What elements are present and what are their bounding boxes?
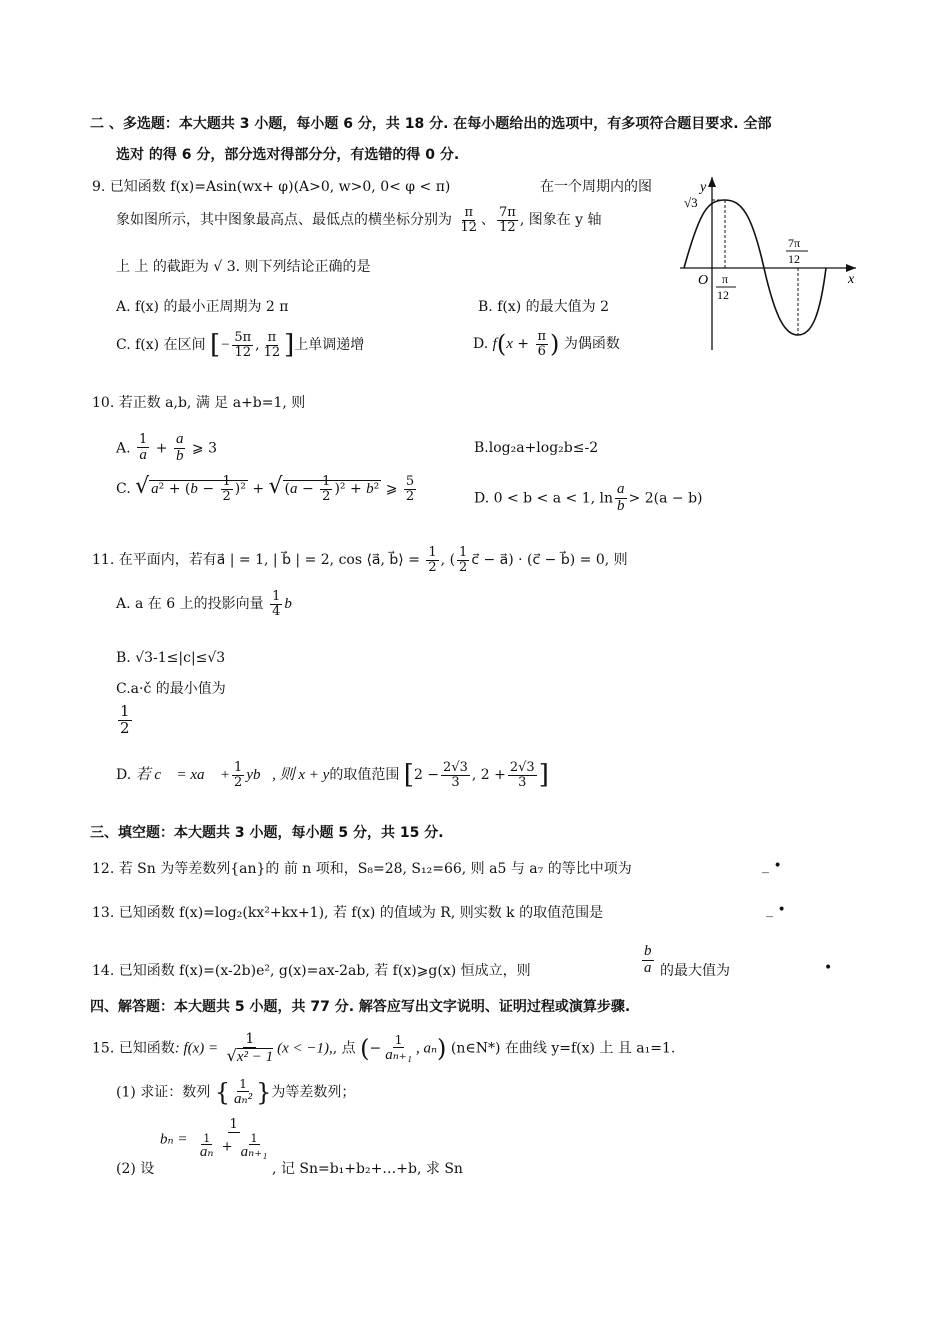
q9-option-c-frac2: $\frac{\pi}{12}$ — [263, 329, 281, 360]
q10-option-c-label: C. — [116, 481, 131, 497]
q10-option-d: D. 0 < b < a < 1, ln $\frac{a}{b}$ > 2(a − b) — [474, 481, 703, 514]
q13-blank: _ • — [766, 902, 786, 918]
q9-stem-line1-tail: 在一个周期内的图 — [540, 179, 652, 195]
q9-sep: 、 — [481, 212, 495, 229]
q9-option-d-tail: 为偶函数 — [563, 336, 620, 353]
section4-header: 四、解答题：本大题共 5 小题，共 77 分. 解答应写出文字说明、证明过程或演算步骤. — [90, 999, 631, 1015]
q9-option-c-tail: 上单调递增 — [294, 337, 365, 353]
q9-option-c-text: C. f(x) 在区间 — [116, 337, 206, 353]
q11-option-c: C.a·č 的最小值为 — [116, 681, 226, 697]
q10-option-a: A. $\frac{1}{a}$ + $\frac{a}{b}$ ⩾ 3 — [116, 431, 217, 464]
q12-blank: _ • — [762, 858, 782, 874]
q9-stem-line3: 上 上 的截距为 √ 3. 则下列结论正确的是 — [116, 259, 371, 275]
graph-xt1-num: π — [722, 272, 729, 286]
q10-option-d-label: D. 0 < b < a < 1, ln — [474, 490, 614, 507]
q15-part2-label: (2) 设 — [116, 1161, 155, 1177]
section3-header: 三、填空题：本大题共 3 小题，每小题 5 分，共 15 分. — [90, 825, 444, 841]
q11-stem-b: a⃗ | = 1, | b⃗ | = 2, cos ⟨a⃗, b⃗⟩ = — [216, 552, 420, 569]
q14-text: 14. 已知函数 f(x)=(x-2b)e², g(x)=ax-2ab, 若 f(x)⩾g(x) 恒成立，则 — [92, 963, 531, 979]
q12-text: 12. 若 Sn 为等差数列{an}的 前 n 项和，S₈=28, S₁₂=66, 则 a5 与 a₇ 的等比中项为 — [92, 861, 632, 877]
section2-header: 二 、多选题：本大题共 3 小题，每小题 6 分，共 18 分. 在每小题给出的选项中，有多项符合题目要求. 全部 — [90, 116, 772, 132]
q9-option-c-frac1: $\frac{5\pi}{12}$ — [234, 329, 252, 360]
q9-option-c: C. f(x) 在区间 [− $\frac{5\pi}{12}$ , $\frac{\pi}{12}$ ]上单调递增 — [116, 329, 365, 360]
graph-xt2-num: 7π — [788, 236, 801, 250]
q9-frac-7pi12: $\frac{7\pi}{12}$ — [499, 205, 516, 235]
graph-y-tick-label: √3 — [684, 195, 698, 210]
q9-stem-line1: 9. 已知函数 f(x)=Asin(wx+ φ)(A>0, w>0, 0< φ < π) — [92, 179, 451, 195]
q15-stem: 15. 已知函数: f(x) = $\frac{1}{\text{√x² − 1}}$ (x < −1),, 点 (− $\frac{1}{\text{aₙ₊₁}}$ , aₙ) (n∈N*) 在曲线 y=f(x) 上 且 a₁=1. — [92, 1031, 676, 1065]
q10-option-a-label: A. — [116, 440, 131, 457]
q9-stem-line2-c: , 图象在 y 轴 — [519, 212, 602, 229]
q15-bn-formula: bₙ = 1 $\frac{1}{\text{aₙ}}$ + $\frac{1}{\text{aₙ₊₁}}$ — [160, 1117, 268, 1161]
q9-stem-line2 — [116, 206, 602, 234]
q10-stem: 10. 若正数 a,b, 满 足 a+b=1, 则 — [92, 395, 306, 411]
q11-stem-a: 11. 在平面内，若有 — [92, 552, 217, 569]
graph-x-label: x — [848, 272, 855, 287]
q10-option-c: C. √ a² + (b − $\frac{1}{2}$ )² + √ (a − $\frac{1}{2}$ )² + b² ⩾ $\frac{5}{2}$ — [116, 473, 415, 504]
q15-stem-e: (n∈N*) 在曲线 y=f(x) 上 且 a₁=1. — [450, 1040, 676, 1057]
graph-y-label: y — [700, 180, 707, 195]
q11-option-a-text: A. a 在 6 上的投影向量 — [116, 596, 264, 613]
q14-frac: $\frac{b}{a}$ — [644, 943, 652, 976]
q15-part1-a: (1) 求证：数列 — [116, 1084, 211, 1101]
q15-stem-d: , 点 — [332, 1040, 356, 1057]
section2-header-line2: 选对 的得 6 分，部分选对得部分分，有选错的得 0 分. — [116, 147, 460, 163]
graph-origin-label: O — [698, 273, 709, 288]
q11-option-d-label: D. — [116, 767, 132, 783]
q9-option-a: A. f(x) 的最小正周期为 2 π — [116, 299, 289, 315]
q14-dot: • — [824, 960, 833, 976]
q9-frac-pi12: $\frac{\pi}{12}$ — [460, 205, 477, 235]
graph-xt2-den: 12 — [788, 252, 800, 266]
q15-stem-a: 15. 已知函数 — [92, 1040, 175, 1057]
q11-option-a: A. a 在 6 上的投影向量 $\frac{1}{4}$ b⃗ — [116, 589, 304, 619]
q9-option-d-frac: $\frac{\pi}{6}$ — [537, 329, 547, 359]
q13-text: 13. 已知函数 f(x)=log₂(kx²+kx+1), 若 f(x) 的值域为 R, 则实数 k 的取值范围是 — [92, 905, 604, 921]
q10-option-c-tail: ⩾ — [385, 481, 398, 497]
q10-option-b: B.log₂a+log₂b≤-2 — [474, 440, 599, 456]
q11-stem-d: c⃗ − a⃗) · (c⃗ − b⃗) = 0, 则 — [471, 552, 628, 569]
q11-option-d-range: 的取值范围 — [329, 767, 400, 783]
q11-stem: 11. 在平面内，若有a⃗ | = 1, | b⃗ | = 2, cos ⟨a⃗, b⃗⟩ = $\frac{1}{2}$ , ( $\frac{1}{2}$ c⃗ − a⃗) · (c⃗ − b⃗) = 0, 则 — [92, 545, 628, 575]
graph-xt1-den: 12 — [717, 288, 729, 302]
q9-sine-graph — [680, 175, 860, 355]
q9-stem-line2-a: 象如图所示，其中图象最高点、最低点的横坐标分别为 — [116, 212, 452, 229]
q9-option-b: B. f(x) 的最大值为 2 — [478, 299, 609, 315]
q15-part2-text: , 记 Sn=b₁+b₂+…+b, 求 Sn — [272, 1161, 463, 1177]
q11-option-c-value: $\frac{1}{2}$ — [120, 702, 130, 737]
q9-option-d: D. f(x + $\frac{\pi}{6}$ ) 为偶函数 — [473, 329, 620, 359]
q15-part1-b: 为等差数列； — [271, 1084, 356, 1101]
q11-stem-c: , ( — [440, 552, 456, 569]
q10-option-d-tail: > 2(a − b) — [628, 490, 703, 507]
q11-option-d: D. 若 c⃗ = xa⃗ + $\frac{1}{2}$ yb⃗, 则 x + y的取值范围 [2 − $\frac{2√3}{3}$ , 2 + $\frac{2√3}{3}$ ] — [116, 759, 549, 790]
graph-y-arrow — [708, 177, 716, 187]
q9-option-d-label: D. — [473, 336, 489, 353]
q15-part1: (1) 求证：数列 { $\frac{1}{\text{aₙ²}}$ }为等差数列； — [116, 1077, 356, 1107]
q10-option-a-tail: ⩾ 3 — [191, 440, 217, 457]
q11-option-b: B. √3-1≤|c|≤√3 — [116, 650, 226, 666]
q14-tail: 的最大值为 — [660, 963, 730, 979]
graph-x-arrow — [846, 264, 856, 272]
